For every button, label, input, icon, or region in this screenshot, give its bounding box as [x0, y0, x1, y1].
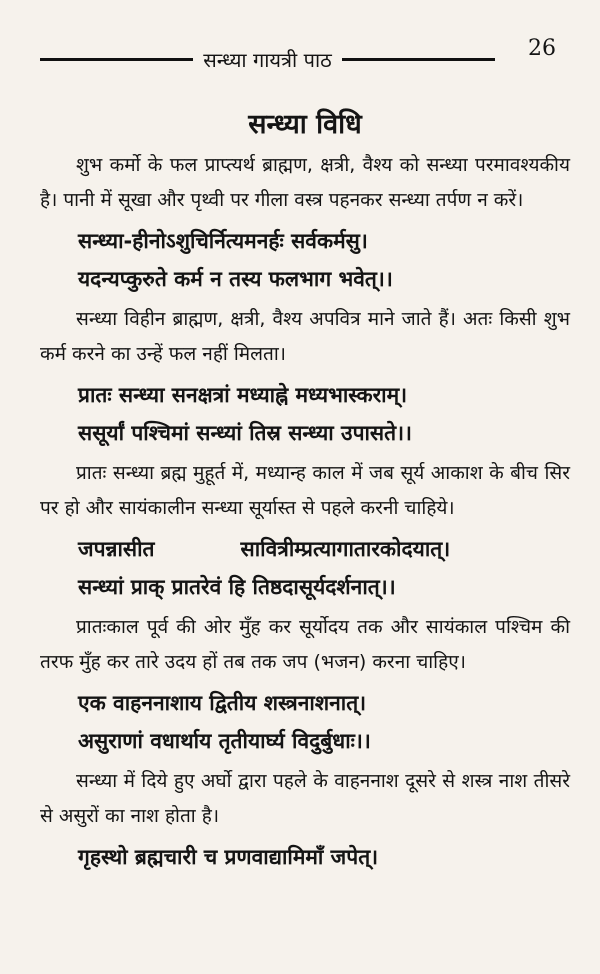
verse-3-line-1-left: जपन्नासीत	[78, 537, 155, 561]
running-header	[40, 44, 495, 74]
paragraph-3: प्रातः सन्ध्या ब्रह्म मुहूर्त में, मध्यान्ह काल में जब सूर्य आकाश के बीच सिर पर हो और सायंकालीन सन्ध्या सूर्यास्त से पहले करनी चाहिये।	[40, 462, 570, 519]
verse-3-line-1-right: सावित्रीम्प्रत्यागातारकोदयात्।	[240, 537, 451, 561]
verse-2-line-2: ससूर्यां पश्चिमां सन्ध्यां तिस्र सन्ध्या उपासते।।	[78, 421, 413, 445]
section-title: सन्ध्या विधि	[248, 109, 362, 140]
page-content	[40, 108, 570, 876]
verse-3-line-1	[40, 530, 570, 568]
paragraph-2: सन्ध्या विहीन ब्राह्मण, क्षत्री, वैश्य अपवित्र माने जाते हैं। अतः किसी शुभ कर्म करने का उन्हें फल नहीं मिलता।	[40, 308, 570, 365]
header-rule-right	[342, 58, 495, 61]
running-title: सन्ध्या गायत्री पाठ	[203, 47, 332, 72]
paragraph-5: सन्ध्या में दिये हुए अर्घो द्वारा पहले के वाहननाश दूसरे से शस्त्र नाश तीसरे से असुरों का नाश होता है।	[40, 770, 570, 827]
page-number: 26	[528, 36, 556, 61]
verse-5-line-1: गृहस्थो ब्रह्मचारी च प्रणवाद्यामिमाँ जपेत्।	[78, 845, 379, 869]
paragraph-1: शुभ कर्मो के फल प्राप्त्यर्थ ब्राह्मण, क्षत्री, वैश्य को सन्ध्या परमावश्यकीय है। पानी में सूखा और पृथ्वी पर गीला वस्त्र पहनकर सन्ध्या तर्पण न करें।	[40, 154, 570, 211]
verse-2-line-1: प्रातः सन्ध्या सनक्षत्रां मध्याह्ने मध्यभास्कराम्।	[78, 383, 408, 407]
verse-3-line-2: सन्ध्यां प्राक् प्रातरेवं हि तिष्ठदासूर्यदर्शनात्।।	[78, 575, 396, 599]
verse-1-line-1: सन्ध्या-हीनोऽशुचिर्नित्यमनर्हः सर्वकर्मसु।	[78, 229, 368, 253]
verse-4-line-2: असुराणां वधार्थाय तृतीयार्घ्य विदुर्बुधाः।।	[78, 729, 371, 753]
verse-4-line-1: एक वाहननाशाय द्वितीय शस्त्रनाशनात्।	[78, 691, 367, 715]
verse-1-line-2: यदन्यप्कुरुते कर्म न तस्य फलभाग भवेत्।।	[78, 267, 393, 291]
header-rule-left	[40, 58, 193, 61]
paragraph-4: प्रातःकाल पूर्व की ओर मुँह कर सूर्योदय तक और सायंकाल पश्चिम की तरफ मुँह कर तारे उदय हों तब तक जप (भजन) करना चाहिए।	[40, 616, 570, 673]
